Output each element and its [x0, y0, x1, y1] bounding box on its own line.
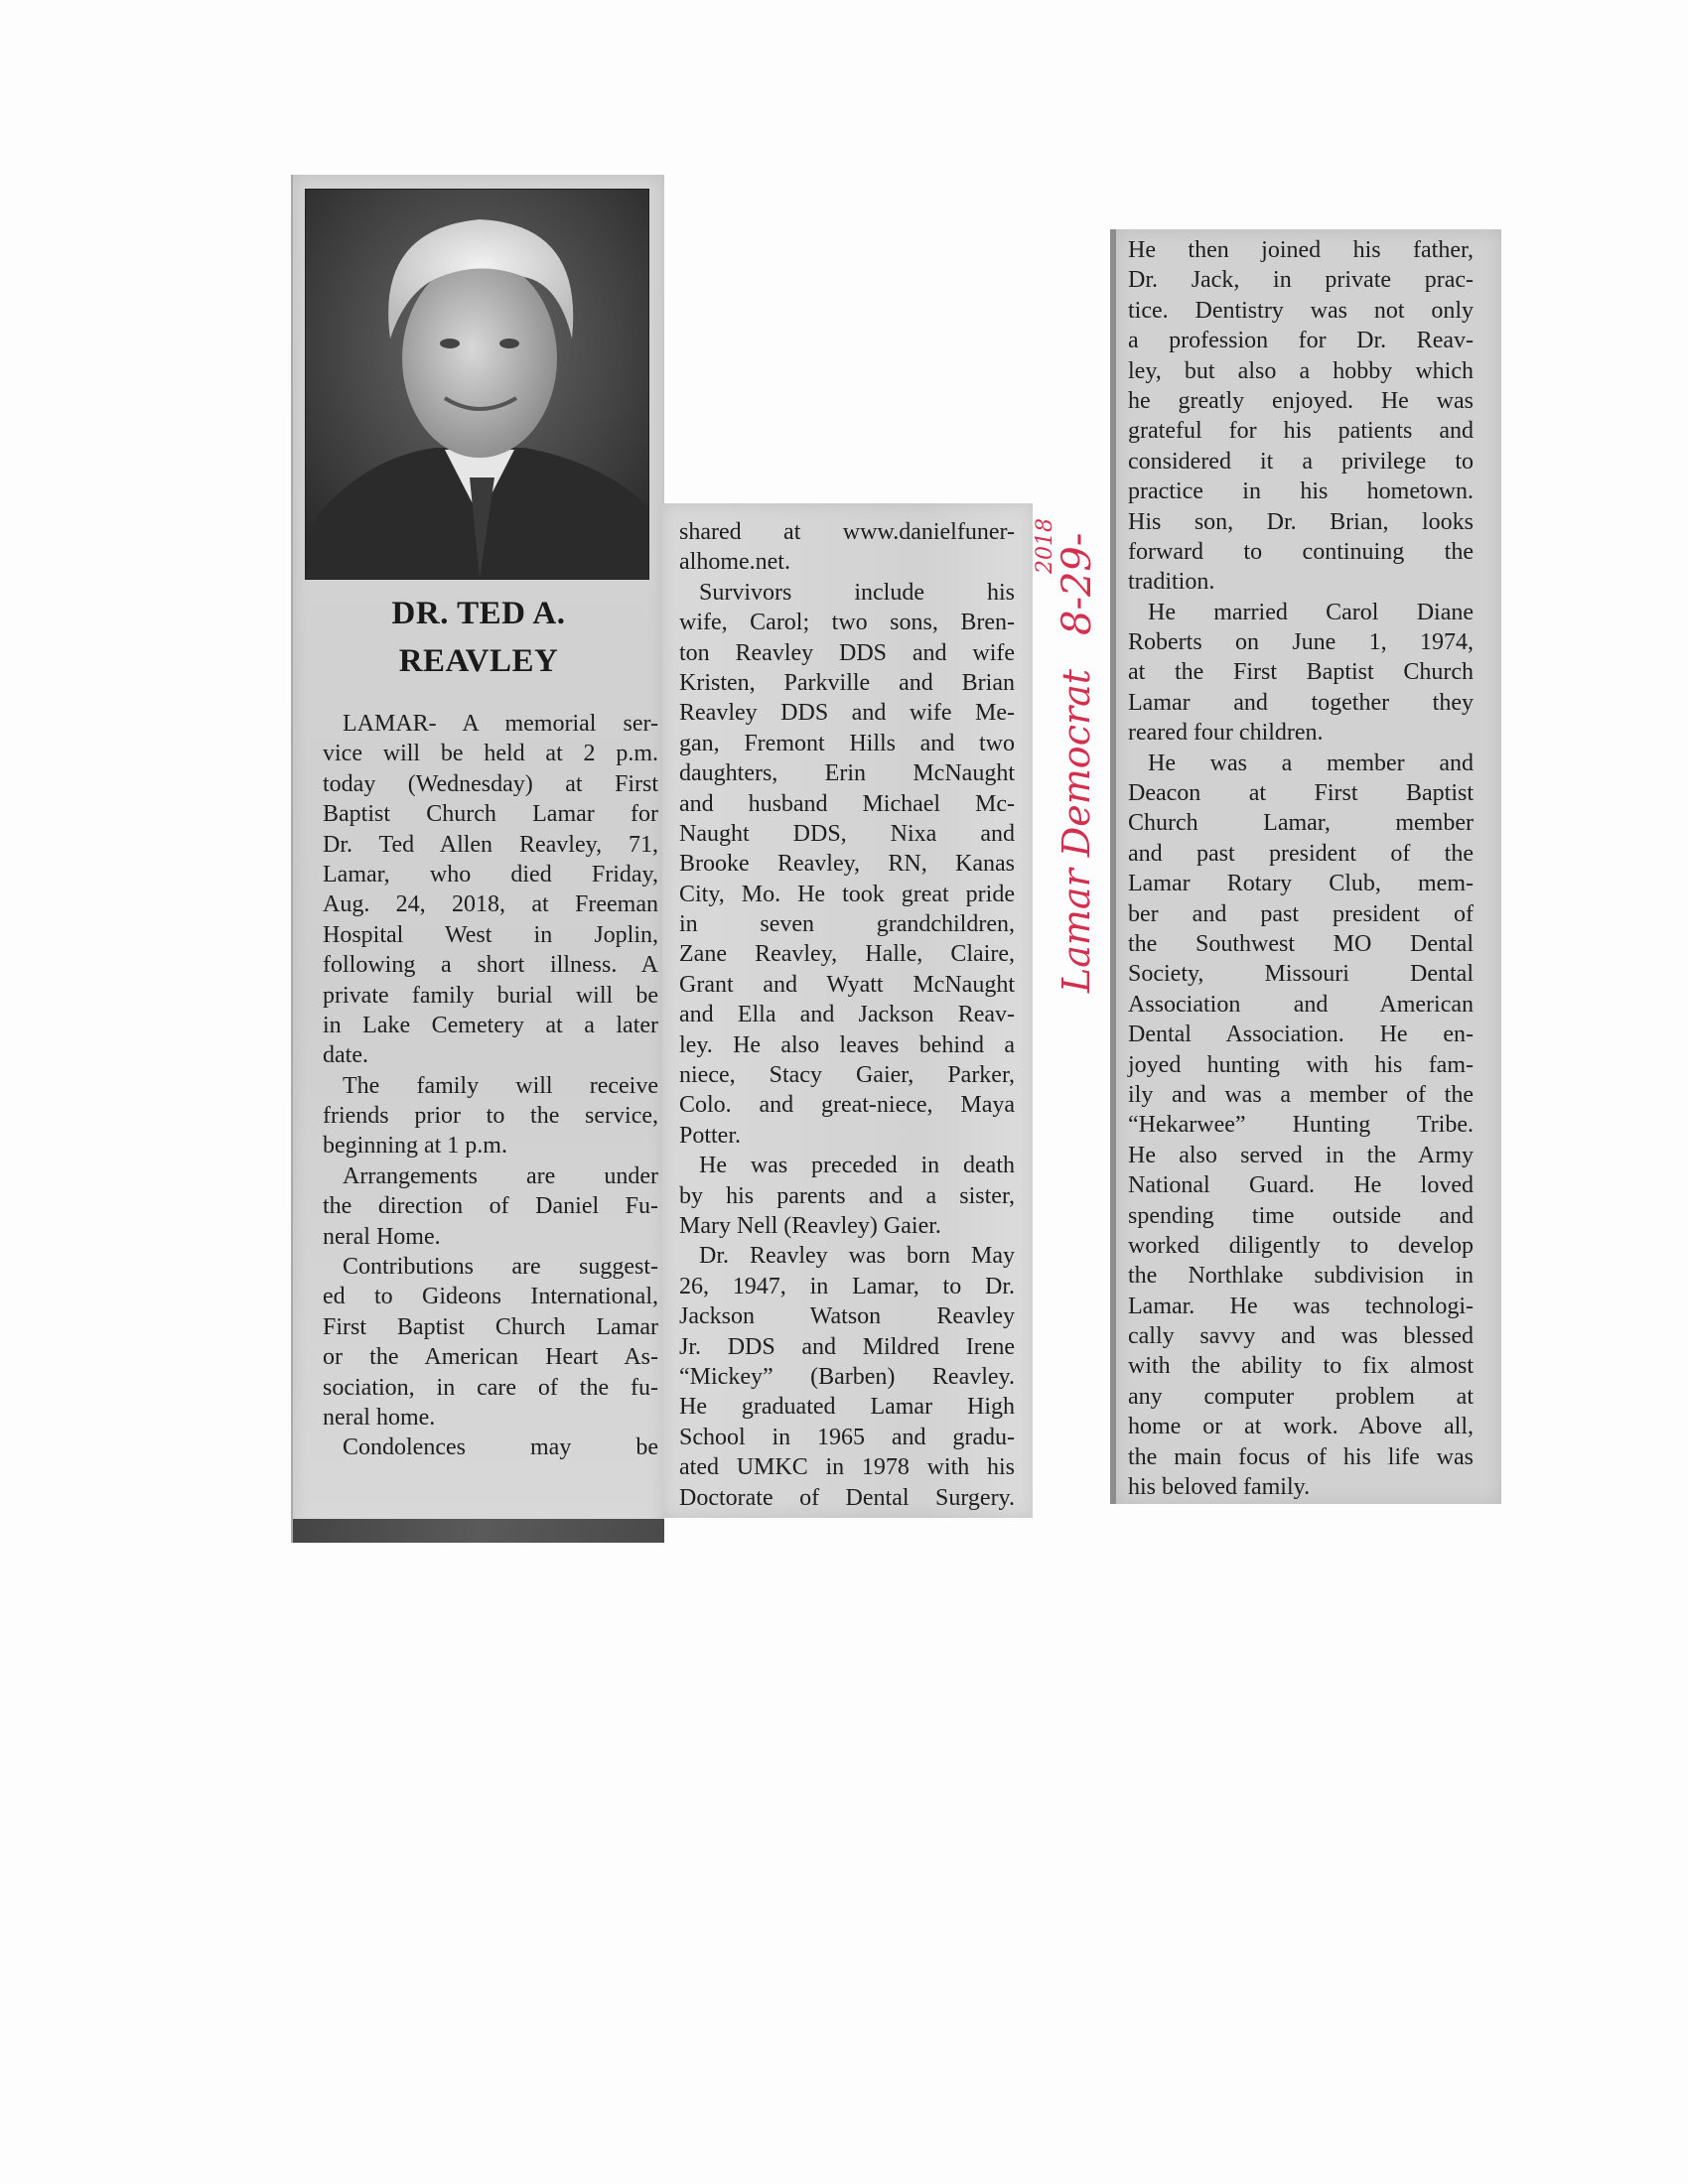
portrait-photo-icon: [305, 189, 649, 580]
text-line: Hospital West in Joplin,: [323, 921, 658, 948]
text-line: a profession for Dr. Reav-: [1128, 328, 1474, 354]
text-line: he greatly enjoyed. He was: [1128, 387, 1474, 414]
text-line: ber and past president of: [1128, 900, 1474, 927]
text-line: at the First Baptist Church: [1128, 659, 1474, 686]
obituary-clipping-column-2: [662, 503, 1033, 1518]
text-line: He then joined his father,: [1128, 237, 1474, 263]
text-line: vice will be held at 2 p.m.: [323, 741, 658, 767]
text-line: Naught DDS, Nixa and: [679, 820, 1015, 847]
text-line: joyed hunting with his fam-: [1128, 1051, 1474, 1078]
text-line: City, Mo. He took great pride: [679, 881, 1015, 907]
text-line: Deacon at First Baptist: [1128, 780, 1474, 807]
text-line: sociation, in care of the fu-: [323, 1374, 658, 1401]
text-line: cally savvy and was blessed: [1128, 1323, 1474, 1350]
text-line: National Guard. He loved: [1128, 1172, 1474, 1199]
handwritten-date: 8-29-: [1055, 532, 1100, 635]
text-line: He was a member and: [1148, 750, 1474, 776]
text-line: Reavley DDS and wife Me-: [679, 700, 1015, 727]
text-line: Potter.: [679, 1122, 742, 1149]
text-line: with the ability to fix almost: [1128, 1353, 1474, 1380]
text-line: Jr. DDS and Mildred Irene: [679, 1333, 1015, 1360]
text-line: beginning at 1 p.m.: [323, 1133, 507, 1160]
text-line: The family will receive: [343, 1072, 658, 1099]
text-line: Zane Reavley, Halle, Claire,: [679, 941, 1015, 968]
text-line: Colo. and great-niece, Maya: [679, 1092, 1015, 1119]
text-line: or the American Heart As-: [323, 1344, 658, 1371]
text-line: considered it a privilege to: [1128, 448, 1474, 475]
text-line: Kristen, Parkville and Brian: [679, 669, 1015, 696]
text-line: ley, but also a hobby which: [1128, 357, 1474, 384]
text-line: Dr. Ted Allen Reavley, 71,: [323, 831, 658, 858]
text-line: and Ella and Jackson Reav-: [679, 1002, 1015, 1028]
text-line: by his parents and a sister,: [679, 1182, 1015, 1209]
text-line: Dental Association. He en-: [1128, 1022, 1474, 1048]
text-line: his beloved family.: [1128, 1474, 1311, 1501]
clipping-edge-bar: [293, 1519, 664, 1543]
text-line: reared four children.: [1128, 720, 1324, 747]
text-line: Dr. Reavley was born May: [699, 1243, 1015, 1270]
text-line: Contributions are suggest-: [343, 1254, 658, 1281]
text-line: Arrangements are under: [343, 1162, 658, 1189]
text-line: First Baptist Church Lamar: [323, 1313, 658, 1340]
text-line: Lamar and together they: [1128, 689, 1474, 716]
text-line: spending time outside and: [1128, 1202, 1474, 1229]
handwritten-publication: Lamar Democrat: [1055, 668, 1098, 993]
text-line: Roberts on June 1, 1974,: [1128, 629, 1474, 656]
text-line: daughters, Erin McNaught: [679, 760, 1015, 787]
text-line: in seven grandchildren,: [679, 911, 1015, 938]
article-column-1: [323, 709, 658, 1463]
text-line: private family burial will be: [323, 982, 658, 1009]
text-line: ated UMKC in 1978 with his: [679, 1454, 1015, 1481]
text-line: practice in his hometown.: [1128, 478, 1474, 505]
text-line: Condolences may be: [343, 1434, 658, 1461]
text-line: He graduated Lamar High: [679, 1394, 1015, 1421]
text-line: ton Reavley DDS and wife: [679, 639, 1015, 666]
text-line: the Southwest MO Dental: [1128, 930, 1474, 957]
text-line: the direction of Daniel Fu-: [323, 1193, 658, 1220]
obituary-clipping-column-1: [291, 175, 664, 1543]
text-line: Baptist Church Lamar for: [323, 801, 658, 828]
text-line: neral home.: [323, 1404, 436, 1431]
text-line: He also served in the Army: [1128, 1142, 1474, 1168]
text-line: shared at www.danielfuner-: [679, 519, 1015, 545]
text-line: the main focus of his life was: [1128, 1443, 1474, 1470]
text-line: LAMAR- A memorial ser-: [343, 711, 658, 737]
text-line: neral Home.: [323, 1223, 441, 1250]
headline-line-2: REAVLEY: [398, 643, 559, 679]
text-line: Lamar. He was technologi-: [1128, 1293, 1474, 1319]
text-line: grateful for his patients and: [1128, 418, 1474, 445]
text-line: any computer problem at: [1128, 1383, 1474, 1410]
text-line: niece, Stacy Gaier, Parker,: [679, 1062, 1015, 1089]
text-line: alhome.net.: [679, 549, 790, 576]
text-line: ily and was a member of the: [1128, 1081, 1474, 1108]
text-line: Association and American: [1128, 991, 1474, 1018]
text-line: Lamar, who died Friday,: [323, 861, 658, 887]
text-line: “Mickey” (Barben) Reavley.: [679, 1363, 1015, 1390]
text-line: ed to Gideons International,: [323, 1284, 658, 1310]
headline-line-1: DR. TED A.: [391, 596, 566, 631]
text-line: tice. Dentistry was not only: [1128, 297, 1474, 324]
text-line: Mary Nell (Reavley) Gaier.: [679, 1212, 941, 1239]
text-line: Society, Missouri Dental: [1128, 961, 1474, 988]
text-line: Church Lamar, member: [1128, 810, 1474, 837]
text-line: and husband Michael Mc-: [679, 790, 1015, 817]
obituary-clipping-column-3: [1110, 229, 1501, 1504]
text-line: the Northlake subdivision in: [1128, 1263, 1474, 1290]
text-line: He was preceded in death: [699, 1153, 1015, 1179]
text-line: Survivors include his: [699, 579, 1015, 606]
text-line: Brooke Reavley, RN, Kanas: [679, 851, 1015, 878]
text-line: Doctorate of Dental Surgery.: [679, 1484, 1015, 1511]
text-line: home or at work. Above all,: [1128, 1414, 1474, 1440]
text-line: Lamar Rotary Club, mem-: [1128, 871, 1474, 897]
text-line: Dr. Jack, in private prac-: [1128, 267, 1474, 294]
text-line: “Hekarwee” Hunting Tribe.: [1128, 1112, 1474, 1139]
text-line: gan, Fremont Hills and two: [679, 730, 1015, 756]
text-line: Aug. 24, 2018, at Freeman: [323, 891, 658, 918]
text-line: today (Wednesday) at First: [323, 770, 658, 797]
text-line: ley. He also leaves behind a: [679, 1031, 1015, 1058]
text-line: He married Carol Diane: [1148, 599, 1474, 625]
text-line: wife, Carol; two sons, Bren-: [679, 610, 1015, 636]
text-line: date.: [323, 1042, 368, 1069]
text-line: School in 1965 and gradu-: [679, 1424, 1015, 1450]
text-line: 26, 1947, in Lamar, to Dr.: [679, 1273, 1015, 1299]
text-line: Grant and Wyatt McNaught: [679, 971, 1015, 998]
article-column-3: [1128, 235, 1474, 1502]
text-line: friends prior to the service,: [323, 1103, 658, 1130]
handwritten-year: 2018: [1033, 518, 1057, 574]
text-line: Jackson Watson Reavley: [679, 1303, 1015, 1330]
text-line: and past president of the: [1128, 840, 1474, 867]
text-line: worked diligently to develop: [1128, 1232, 1474, 1259]
text-line: tradition.: [1128, 569, 1215, 596]
text-line: in Lake Cemetery at a later: [323, 1012, 658, 1038]
text-line: forward to continuing the: [1128, 538, 1474, 565]
article-column-2: [679, 517, 1015, 1513]
text-line: following a short illness. A: [323, 952, 658, 979]
text-line: His son, Dr. Brian, looks: [1128, 508, 1474, 535]
